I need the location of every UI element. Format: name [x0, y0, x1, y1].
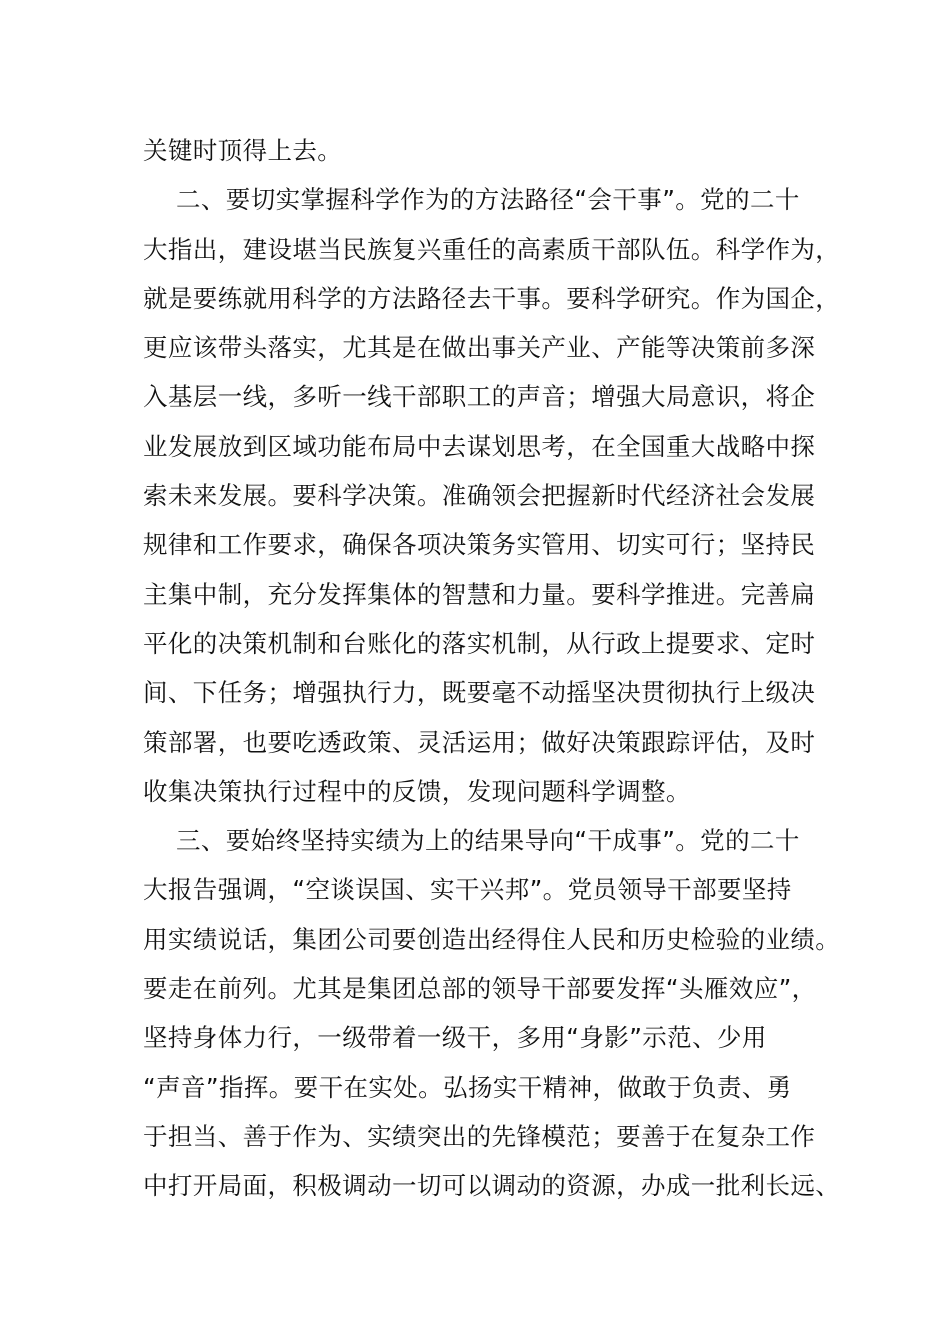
text-line: 索未来发展。要科学决策。准确领会把握新时代经济社会发展: [143, 481, 816, 511]
text-line: 用实绩说话，集团公司要创造出经得住人民和历史检验的业绩。: [143, 924, 841, 954]
text-line: 收集决策执行过程中的反馈，发现问题科学调整。: [143, 776, 691, 806]
text-line: 坚持身体力行，一级带着一级干，多用“身影”示范、少用: [143, 1023, 767, 1053]
text-line: 间、下任务；增强执行力，既要毫不动摇坚决贯彻执行上级决: [143, 678, 816, 708]
text-line: 大指出，建设堪当民族复兴重任的高素质干部队伍。科学作为，: [143, 234, 841, 264]
text-line: 要走在前列。尤其是集团总部的领导干部要发挥“头雁效应”，: [143, 974, 817, 1004]
text-line: 关键时顶得上去。: [143, 136, 343, 165]
text-line: 策部署，也要吃透政策、灵活运用；做好决策跟踪评估，及时: [143, 727, 816, 757]
text-line: 就是要练就用科学的方法路径去干事。要科学研究。作为国企，: [143, 283, 841, 313]
text-line: 中打开局面，积极调动一切可以调动的资源，办成一批利长远、: [143, 1171, 841, 1201]
text-line: 二、要切实掌握科学作为的方法路径“会干事”。党的二十: [176, 185, 800, 215]
text-line: 更应该带头落实，尤其是在做出事关产业、产能等决策前多深: [143, 333, 816, 363]
text-line: 大报告强调，“空谈误国、实干兴邦”。党员领导干部要坚持: [143, 875, 792, 905]
text-line: 三、要始终坚持实绩为上的结果导向“干成事”。党的二十: [176, 826, 800, 856]
text-line: 于担当、善于作为、实绩突出的先锋模范；要善于在复杂工作: [143, 1121, 816, 1151]
text-line: 业发展放到区域功能布局中去谋划思考，在全国重大战略中探: [143, 431, 816, 461]
text-line: 入基层一线，多听一线干部职工的声音；增强大局意识，将企: [143, 382, 816, 412]
text-line: 主集中制，充分发挥集体的智慧和力量。要科学推进。完善扁: [143, 579, 816, 609]
text-line: 平化的决策机制和台账化的落实机制，从行政上提要求、定时: [143, 628, 816, 658]
text-line: “声音”指挥。要干在实处。弘扬实干精神，做敢于负责、勇: [143, 1072, 792, 1102]
document-body: [143, 126, 843, 1211]
text-line: 规律和工作要求，确保各项决策务实管用、切实可行；坚持民: [143, 530, 816, 560]
